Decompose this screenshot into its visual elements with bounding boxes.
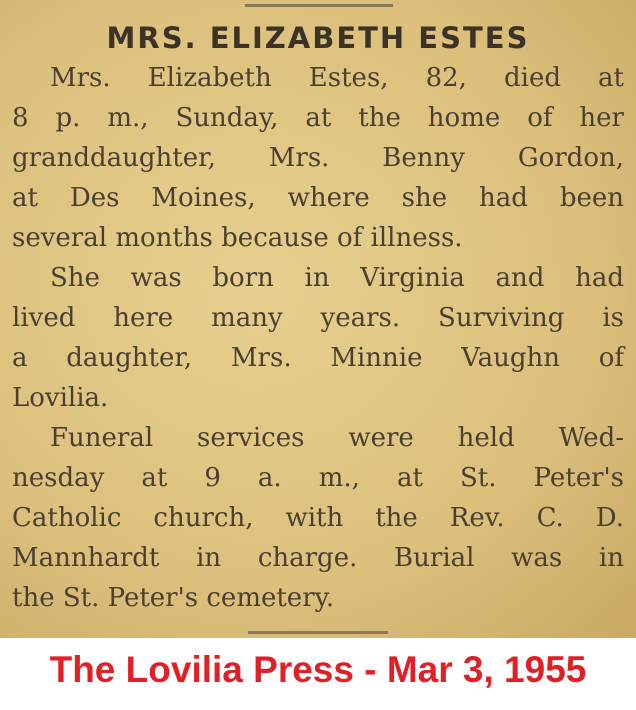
article-line: She was born in Virginia and had	[50, 263, 624, 293]
article-line: 8 p. m., Sunday, at the home of her	[12, 103, 624, 133]
article-body	[12, 58, 624, 618]
article-line: Mrs. Elizabeth Estes, 82, died at	[50, 63, 624, 93]
article-line: Mannhardt in charge. Burial was in	[12, 543, 624, 573]
article-line: several months because of illness.	[12, 223, 463, 253]
article-line: Catholic church, with the Rev. C. D.	[12, 503, 624, 533]
article-line: the St. Peter's cemetery.	[12, 583, 335, 613]
article-headline: MRS. ELIZABETH ESTES	[106, 21, 530, 55]
article-line: lived here many years. Surviving is	[12, 303, 624, 333]
bottom-rule	[248, 631, 388, 634]
article-line: Lovilia.	[12, 383, 109, 413]
article-line: nesday at 9 a. m., at St. Peter's	[12, 463, 624, 493]
article-line: at Des Moines, where she had been	[12, 183, 624, 213]
source-caption: The Lovilia Press - Mar 3, 1955	[49, 649, 587, 690]
article-line: granddaughter, Mrs. Benny Gordon,	[12, 143, 624, 173]
article-line: a daughter, Mrs. Minnie Vaughn of	[12, 343, 624, 373]
top-rule	[245, 4, 393, 7]
article-line: Funeral services were held Wed-	[50, 423, 624, 453]
